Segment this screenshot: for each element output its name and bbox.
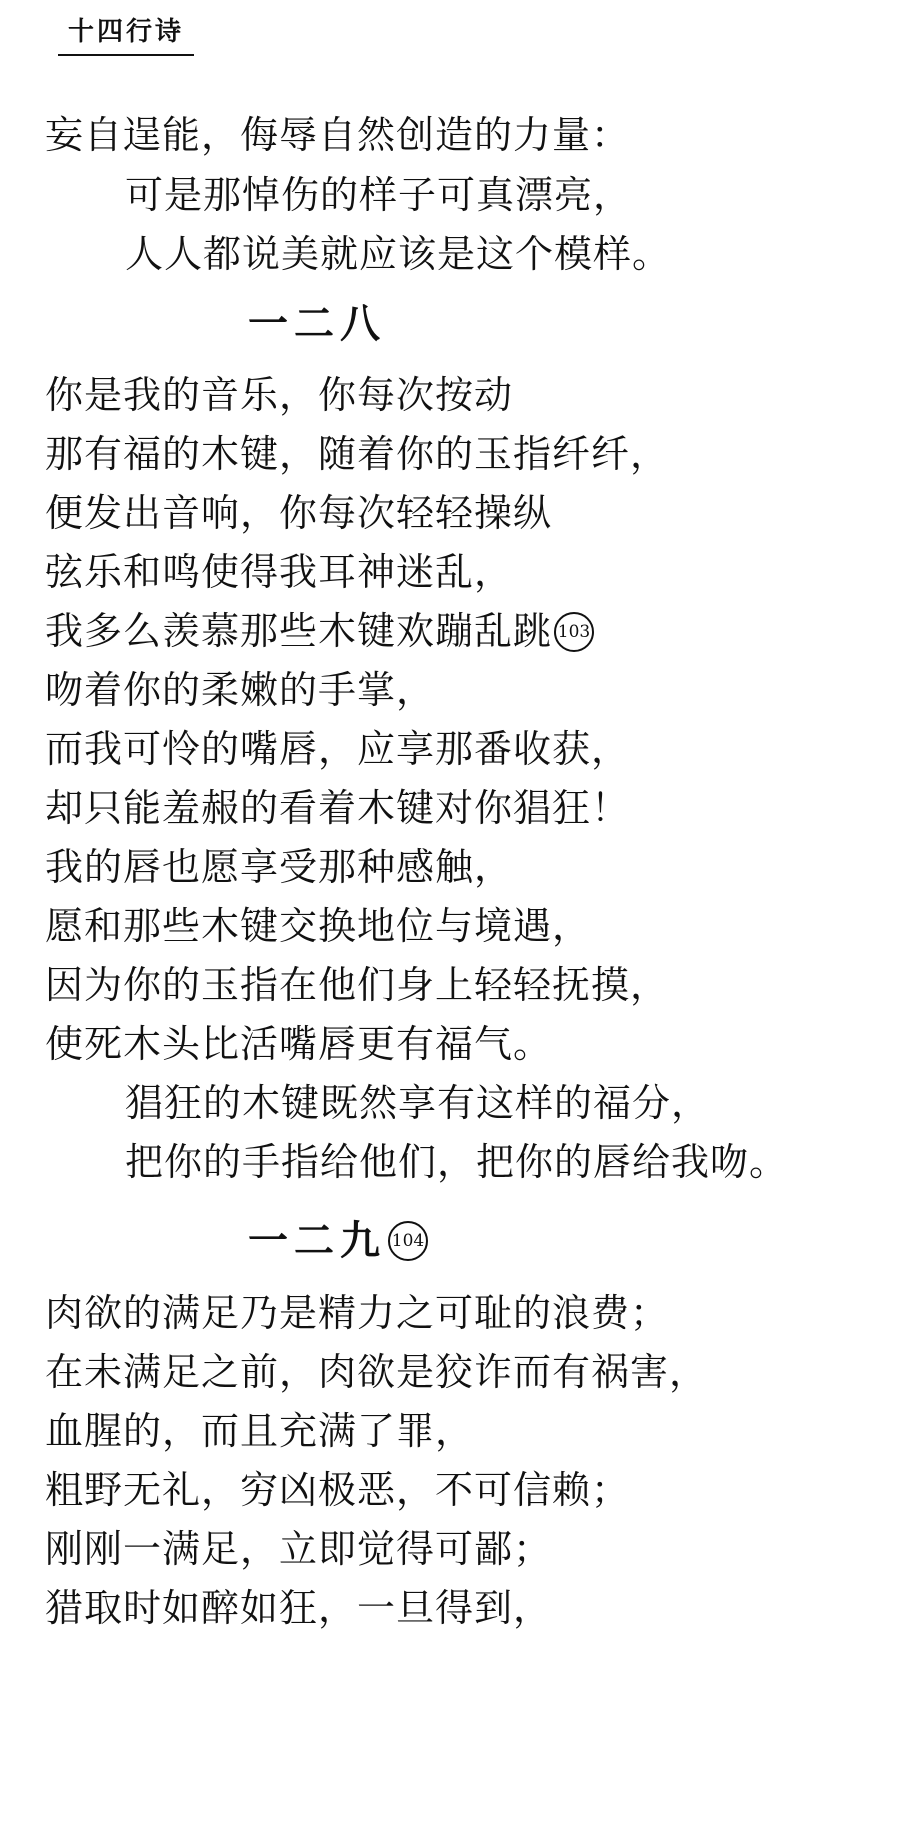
poem-line: 你是我的音乐，你每次按动 <box>45 373 514 417</box>
poem-line: 妄自逞能，侮辱自然创造的力量： <box>45 113 631 157</box>
poem-line: 猎取时如醉如狂，一旦得到， <box>45 1586 553 1630</box>
poem-line: 因为你的玉指在他们身上轻轻抚摸， <box>45 963 670 1007</box>
poem-line: 可是那悼伤的样子可真漂亮， <box>125 173 633 217</box>
poem-line: 粗野无礼，穷凶极恶，不可信赖； <box>45 1468 631 1512</box>
poem-line: 使死木头比活嘴唇更有福气。 <box>45 1022 553 1066</box>
poem-line: 人人都说美就应该是这个模样。 <box>125 232 672 276</box>
poem-line: 我的唇也愿享受那种感触， <box>45 845 514 889</box>
poem-line: 吻着你的柔嫩的手掌， <box>45 668 436 712</box>
poem-line: 猖狂的木键既然享有这样的福分， <box>125 1081 711 1125</box>
running-header: 十四行诗 <box>58 14 194 56</box>
poem-line: 便发出音响，你每次轻轻操纵 <box>45 491 553 535</box>
sonnet-title: 一二八 <box>248 300 386 347</box>
footnote-marker: 103 <box>554 612 594 652</box>
poem-line: 而我可怜的嘴唇，应享那番收获， <box>45 727 631 771</box>
poem-line-with-note <box>45 608 594 655</box>
poem-line: 那有福的木键，随着你的玉指纤纤， <box>45 432 670 476</box>
footnote-marker: 104 <box>388 1221 428 1261</box>
sonnet-title-text: 一二九 <box>248 1217 386 1264</box>
poem-line: 刚刚一满足，立即觉得可鄙； <box>45 1527 553 1571</box>
poem-line: 把你的手指给他们，把你的唇给我吻。 <box>125 1140 789 1184</box>
poem-line: 肉欲的满足乃是精力之可耻的浪费； <box>45 1291 670 1335</box>
poem-line: 血腥的，而且充满了罪， <box>45 1409 475 1453</box>
poem-line: 弦乐和鸣使得我耳神迷乱， <box>45 550 514 594</box>
sonnet-title-with-note <box>248 1217 428 1265</box>
poem-line: 却只能羞赧的看着木键对你猖狂！ <box>45 786 631 830</box>
poem-line: 在未满足之前，肉欲是狡诈而有祸害， <box>45 1350 709 1394</box>
poem-line-text: 我多么羡慕那些木键欢蹦乱跳 <box>45 609 553 653</box>
poem-line: 愿和那些木键交换地位与境遇， <box>45 904 592 948</box>
